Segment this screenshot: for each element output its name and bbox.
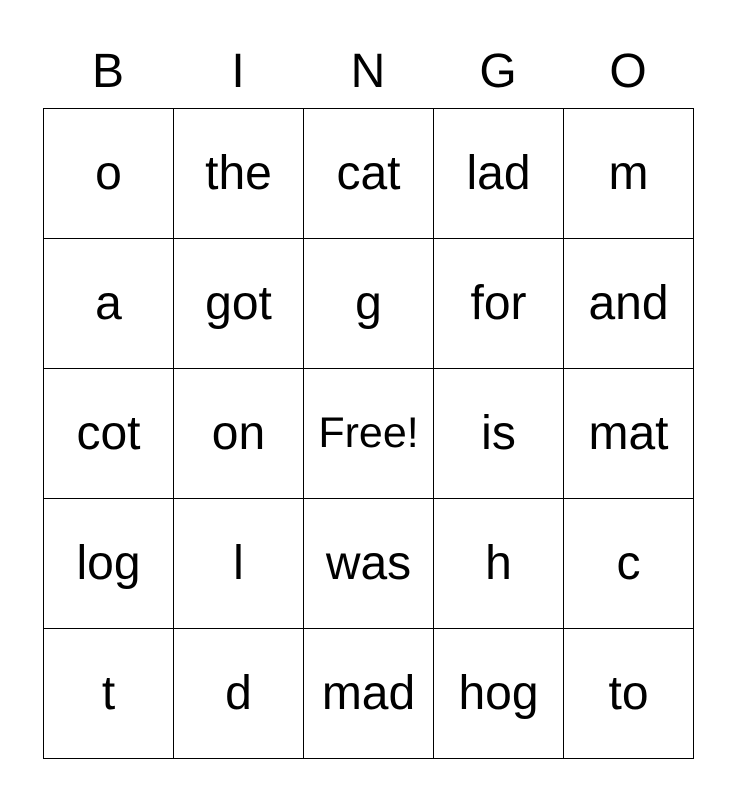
bingo-cell[interactable]: was — [304, 499, 434, 629]
bingo-cell[interactable]: on — [174, 369, 304, 499]
bingo-cell[interactable]: for — [434, 239, 564, 369]
bingo-cell[interactable]: mat — [564, 369, 694, 499]
bingo-cell[interactable]: the — [174, 109, 304, 239]
free-space-cell[interactable]: Free! — [304, 369, 434, 499]
bingo-cell[interactable]: d — [174, 629, 304, 759]
bingo-cell[interactable]: cot — [44, 369, 174, 499]
bingo-cell[interactable]: h — [434, 499, 564, 629]
bingo-cell[interactable]: to — [564, 629, 694, 759]
bingo-cell[interactable]: hog — [434, 629, 564, 759]
bingo-cell[interactable]: mad — [304, 629, 434, 759]
bingo-cell[interactable]: is — [434, 369, 564, 499]
bingo-cell[interactable]: lad — [434, 109, 564, 239]
header-letter-b: B — [91, 45, 124, 98]
bingo-cell[interactable]: l — [174, 499, 304, 629]
bingo-cell[interactable]: and — [564, 239, 694, 369]
header-letter-i: I — [231, 45, 245, 98]
bingo-grid — [43, 108, 694, 759]
bingo-cell[interactable]: a — [44, 239, 174, 369]
header-letter-n: N — [350, 45, 386, 98]
bingo-header — [43, 36, 693, 108]
bingo-cell[interactable]: c — [564, 499, 694, 629]
bingo-cell[interactable]: g — [304, 239, 434, 369]
bingo-cell[interactable]: o — [44, 109, 174, 239]
bingo-cell[interactable]: log — [44, 499, 174, 629]
bingo-cell[interactable]: cat — [304, 109, 434, 239]
header-letter-g: G — [479, 45, 517, 98]
bingo-cell[interactable]: got — [174, 239, 304, 369]
bingo-card — [43, 36, 693, 759]
bingo-cell[interactable]: t — [44, 629, 174, 759]
bingo-cell[interactable]: m — [564, 109, 694, 239]
header-letter-o: O — [609, 45, 647, 98]
